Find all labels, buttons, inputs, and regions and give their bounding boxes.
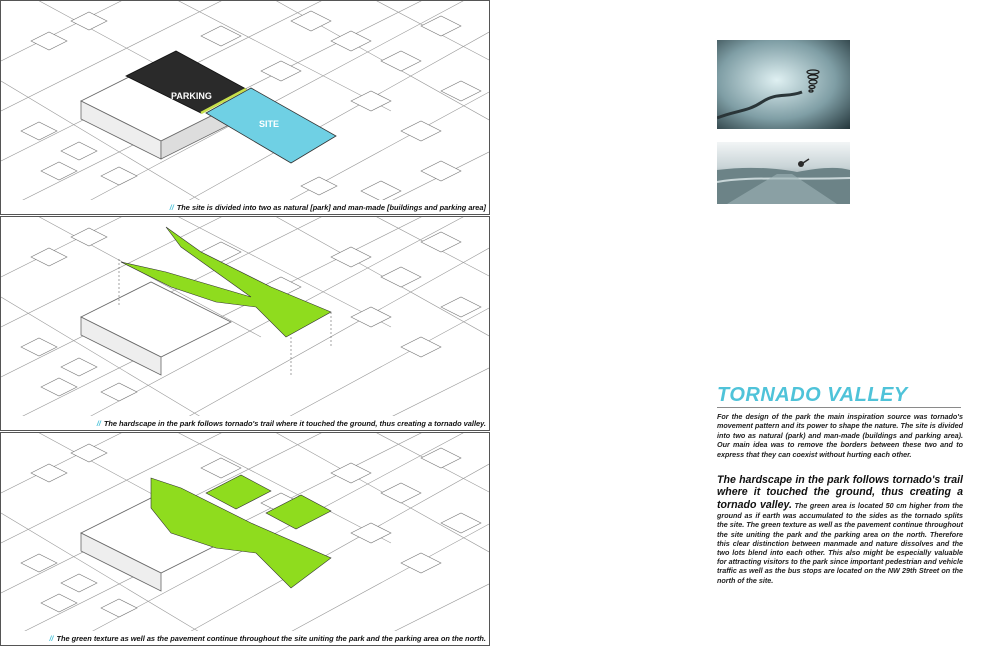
site-label: SITE <box>259 119 280 129</box>
tornado-photo <box>717 40 850 129</box>
intro-paragraph: For the design of the park the main inspiration source was tornado's movement pattern and its power to shape the nature. The site is divided into two as natural (park) and man-made (buildings and parking area). Our main idea was to remove the borders between these two and to express that they can coexist without hurting each other. <box>717 412 963 459</box>
detail-paragraph <box>717 474 963 585</box>
landscape-photo <box>717 142 850 204</box>
parking-label: PARKING <box>171 91 212 101</box>
caption-bar <box>1 416 489 430</box>
tornado-photo-icon <box>717 40 850 129</box>
panel-caption: // The hardscape in the park follows tornado's trail where it touched the ground, thus creating a tornado valley. <box>96 418 486 428</box>
caption-bar <box>1 200 489 214</box>
page-title: TORNADO VALLEY <box>717 384 908 406</box>
isometric-site-map-3 <box>1 433 490 646</box>
title-divider <box>717 407 961 408</box>
panel-caption: // The green texture as well as the pavement continue throughout the site uniting the park and the parking area on the north. <box>49 633 486 643</box>
diagram-panel-3 <box>0 432 490 646</box>
panel-caption: // The site is divided into two as natural [park] and man-made [buildings and parking area] <box>169 202 486 212</box>
isometric-site-map-1 <box>1 1 490 215</box>
caption-bar <box>1 631 489 645</box>
isometric-site-map-2 <box>1 217 490 431</box>
lead-sentence: The hardscape in the park follows tornado's trail where it touched the ground, thus creating a tornado valley. <box>717 474 963 511</box>
diagram-panel-2 <box>0 216 490 431</box>
detail-text: The green area is located 50 cm higher from the ground as if earth was accumulated to the sides as the tornado splits the site. The green texture as well as the pavement continue throughout the site uniting the park and the parking area on the north. Therefore this clear distinction between manmade and nature dissolves and the two lots blend into each other. This also might be especially valuable for attracting visitors to the park since important pedestrian and vehicle traffic as well as the bus stops are located on the NW 29th Street on the north of the site. <box>717 500 964 585</box>
tornado-landscape-photo-icon <box>717 142 850 204</box>
diagram-panel-1 <box>0 0 490 215</box>
